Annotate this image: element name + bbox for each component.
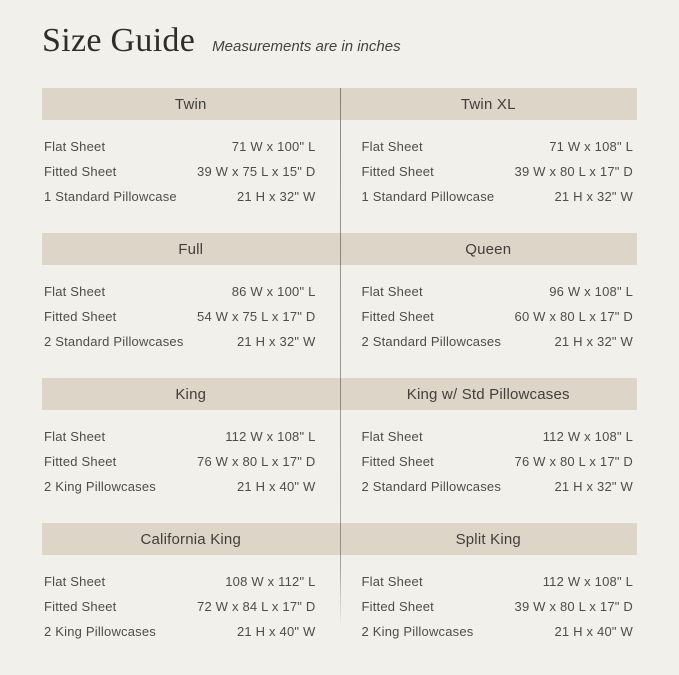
spec-label: 2 Standard Pillowcases — [44, 334, 184, 349]
size-section-twin-xl — [340, 88, 638, 233]
table-row — [42, 424, 340, 449]
spec-value: 21 H x 40" W — [236, 479, 316, 494]
size-section-twin — [42, 88, 340, 233]
table-row — [42, 449, 340, 474]
spec-label: 1 Standard Pillowcase — [44, 189, 177, 204]
section-header — [42, 88, 340, 120]
spec-label: 2 Standard Pillowcases — [361, 334, 502, 349]
section-title: King w/ Std Pillowcases — [406, 385, 570, 403]
spec-label: Fitted Sheet — [361, 599, 434, 614]
section-rows — [42, 410, 340, 523]
spec-label: Flat Sheet — [44, 139, 106, 154]
section-rows — [42, 555, 340, 668]
size-section-split-king — [340, 523, 638, 668]
spec-value: 39 W x 80 L x 17" D — [514, 164, 633, 179]
spec-value: 112 W x 108" L — [542, 429, 633, 444]
spec-label: 2 King Pillowcases — [44, 479, 156, 494]
spec-value: 86 W x 100" L — [231, 284, 316, 299]
spec-value: 54 W x 75 L x 17" D — [197, 309, 316, 324]
spec-value: 21 H x 40" W — [554, 624, 633, 639]
size-section-king-std-pillowcases — [340, 378, 638, 523]
spec-label: Flat Sheet — [361, 574, 423, 589]
section-title: Queen — [465, 240, 512, 258]
spec-value: 21 H x 32" W — [236, 334, 316, 349]
spec-label: 2 King Pillowcases — [44, 624, 156, 639]
spec-value: 21 H x 32" W — [554, 334, 633, 349]
size-guide-table — [42, 88, 637, 668]
section-rows — [42, 265, 340, 378]
table-row — [340, 449, 638, 474]
table-row — [42, 184, 340, 209]
spec-value: 108 W x 112" L — [225, 574, 316, 589]
spec-value: 72 W x 84 L x 17" D — [197, 599, 316, 614]
section-rows — [340, 265, 638, 378]
section-header — [42, 378, 340, 410]
spec-label: Fitted Sheet — [44, 599, 117, 614]
section-rows — [340, 410, 638, 523]
spec-value: 39 W x 80 L x 17" D — [514, 599, 633, 614]
table-row — [340, 569, 638, 594]
spec-value: 60 W x 80 L x 17" D — [514, 309, 633, 324]
section-title: Twin — [174, 95, 207, 113]
table-row — [340, 424, 638, 449]
spec-label: Fitted Sheet — [44, 309, 117, 324]
table-row — [340, 134, 638, 159]
spec-label: Flat Sheet — [44, 429, 106, 444]
size-section-queen — [340, 233, 638, 378]
spec-label: Flat Sheet — [44, 574, 106, 589]
table-row — [42, 619, 340, 644]
table-row — [340, 474, 638, 499]
table-row — [340, 159, 638, 184]
table-row — [42, 594, 340, 619]
spec-label: 2 King Pillowcases — [361, 624, 474, 639]
section-header — [340, 233, 638, 265]
section-rows — [340, 555, 638, 668]
table-row — [340, 184, 638, 209]
spec-label: Fitted Sheet — [361, 454, 434, 469]
spec-label: Fitted Sheet — [44, 164, 117, 179]
section-header — [340, 88, 638, 120]
spec-value: 21 H x 32" W — [236, 189, 316, 204]
table-row — [42, 134, 340, 159]
page-subtitle: Measurements are in inches — [212, 38, 401, 55]
page-title: Size Guide — [42, 22, 196, 59]
spec-label: Flat Sheet — [361, 429, 423, 444]
spec-value: 71 W x 100" L — [231, 139, 316, 154]
section-title: Full — [178, 240, 204, 258]
section-header — [42, 233, 340, 265]
spec-label: 1 Standard Pillowcase — [361, 189, 495, 204]
spec-value: 21 H x 32" W — [554, 189, 633, 204]
spec-value: 96 W x 108" L — [549, 284, 633, 299]
section-title: Split King — [455, 530, 521, 548]
table-row — [42, 474, 340, 499]
section-header — [340, 378, 638, 410]
size-section-california-king — [42, 523, 340, 668]
section-rows — [42, 120, 340, 233]
size-section-king — [42, 378, 340, 523]
spec-value: 71 W x 108" L — [549, 139, 633, 154]
spec-label: 2 Standard Pillowcases — [361, 479, 502, 494]
section-title: Twin XL — [460, 95, 516, 113]
spec-value: 39 W x 75 L x 15" D — [197, 164, 316, 179]
size-section-full — [42, 233, 340, 378]
table-row — [340, 329, 638, 354]
table-row — [42, 304, 340, 329]
table-row — [42, 329, 340, 354]
section-title: King — [175, 385, 207, 403]
table-row — [42, 569, 340, 594]
spec-value: 112 W x 108" L — [542, 574, 633, 589]
section-rows — [340, 120, 638, 233]
spec-value: 21 H x 40" W — [236, 624, 316, 639]
spec-label: Flat Sheet — [44, 284, 106, 299]
spec-label: Fitted Sheet — [361, 164, 434, 179]
spec-label: Flat Sheet — [361, 284, 423, 299]
page-header — [42, 22, 637, 59]
table-row — [340, 619, 638, 644]
spec-value: 112 W x 108" L — [225, 429, 316, 444]
section-header — [340, 523, 638, 555]
table-row — [42, 279, 340, 304]
table-row — [340, 304, 638, 329]
table-row — [340, 594, 638, 619]
table-row — [42, 159, 340, 184]
spec-value: 76 W x 80 L x 17" D — [197, 454, 316, 469]
section-title: California King — [140, 530, 242, 548]
spec-value: 76 W x 80 L x 17" D — [514, 454, 633, 469]
spec-value: 21 H x 32" W — [554, 479, 633, 494]
spec-label: Fitted Sheet — [361, 309, 434, 324]
spec-label: Flat Sheet — [361, 139, 423, 154]
size-guide-grid — [42, 88, 637, 668]
section-header — [42, 523, 340, 555]
table-row — [340, 279, 638, 304]
spec-label: Fitted Sheet — [44, 454, 117, 469]
